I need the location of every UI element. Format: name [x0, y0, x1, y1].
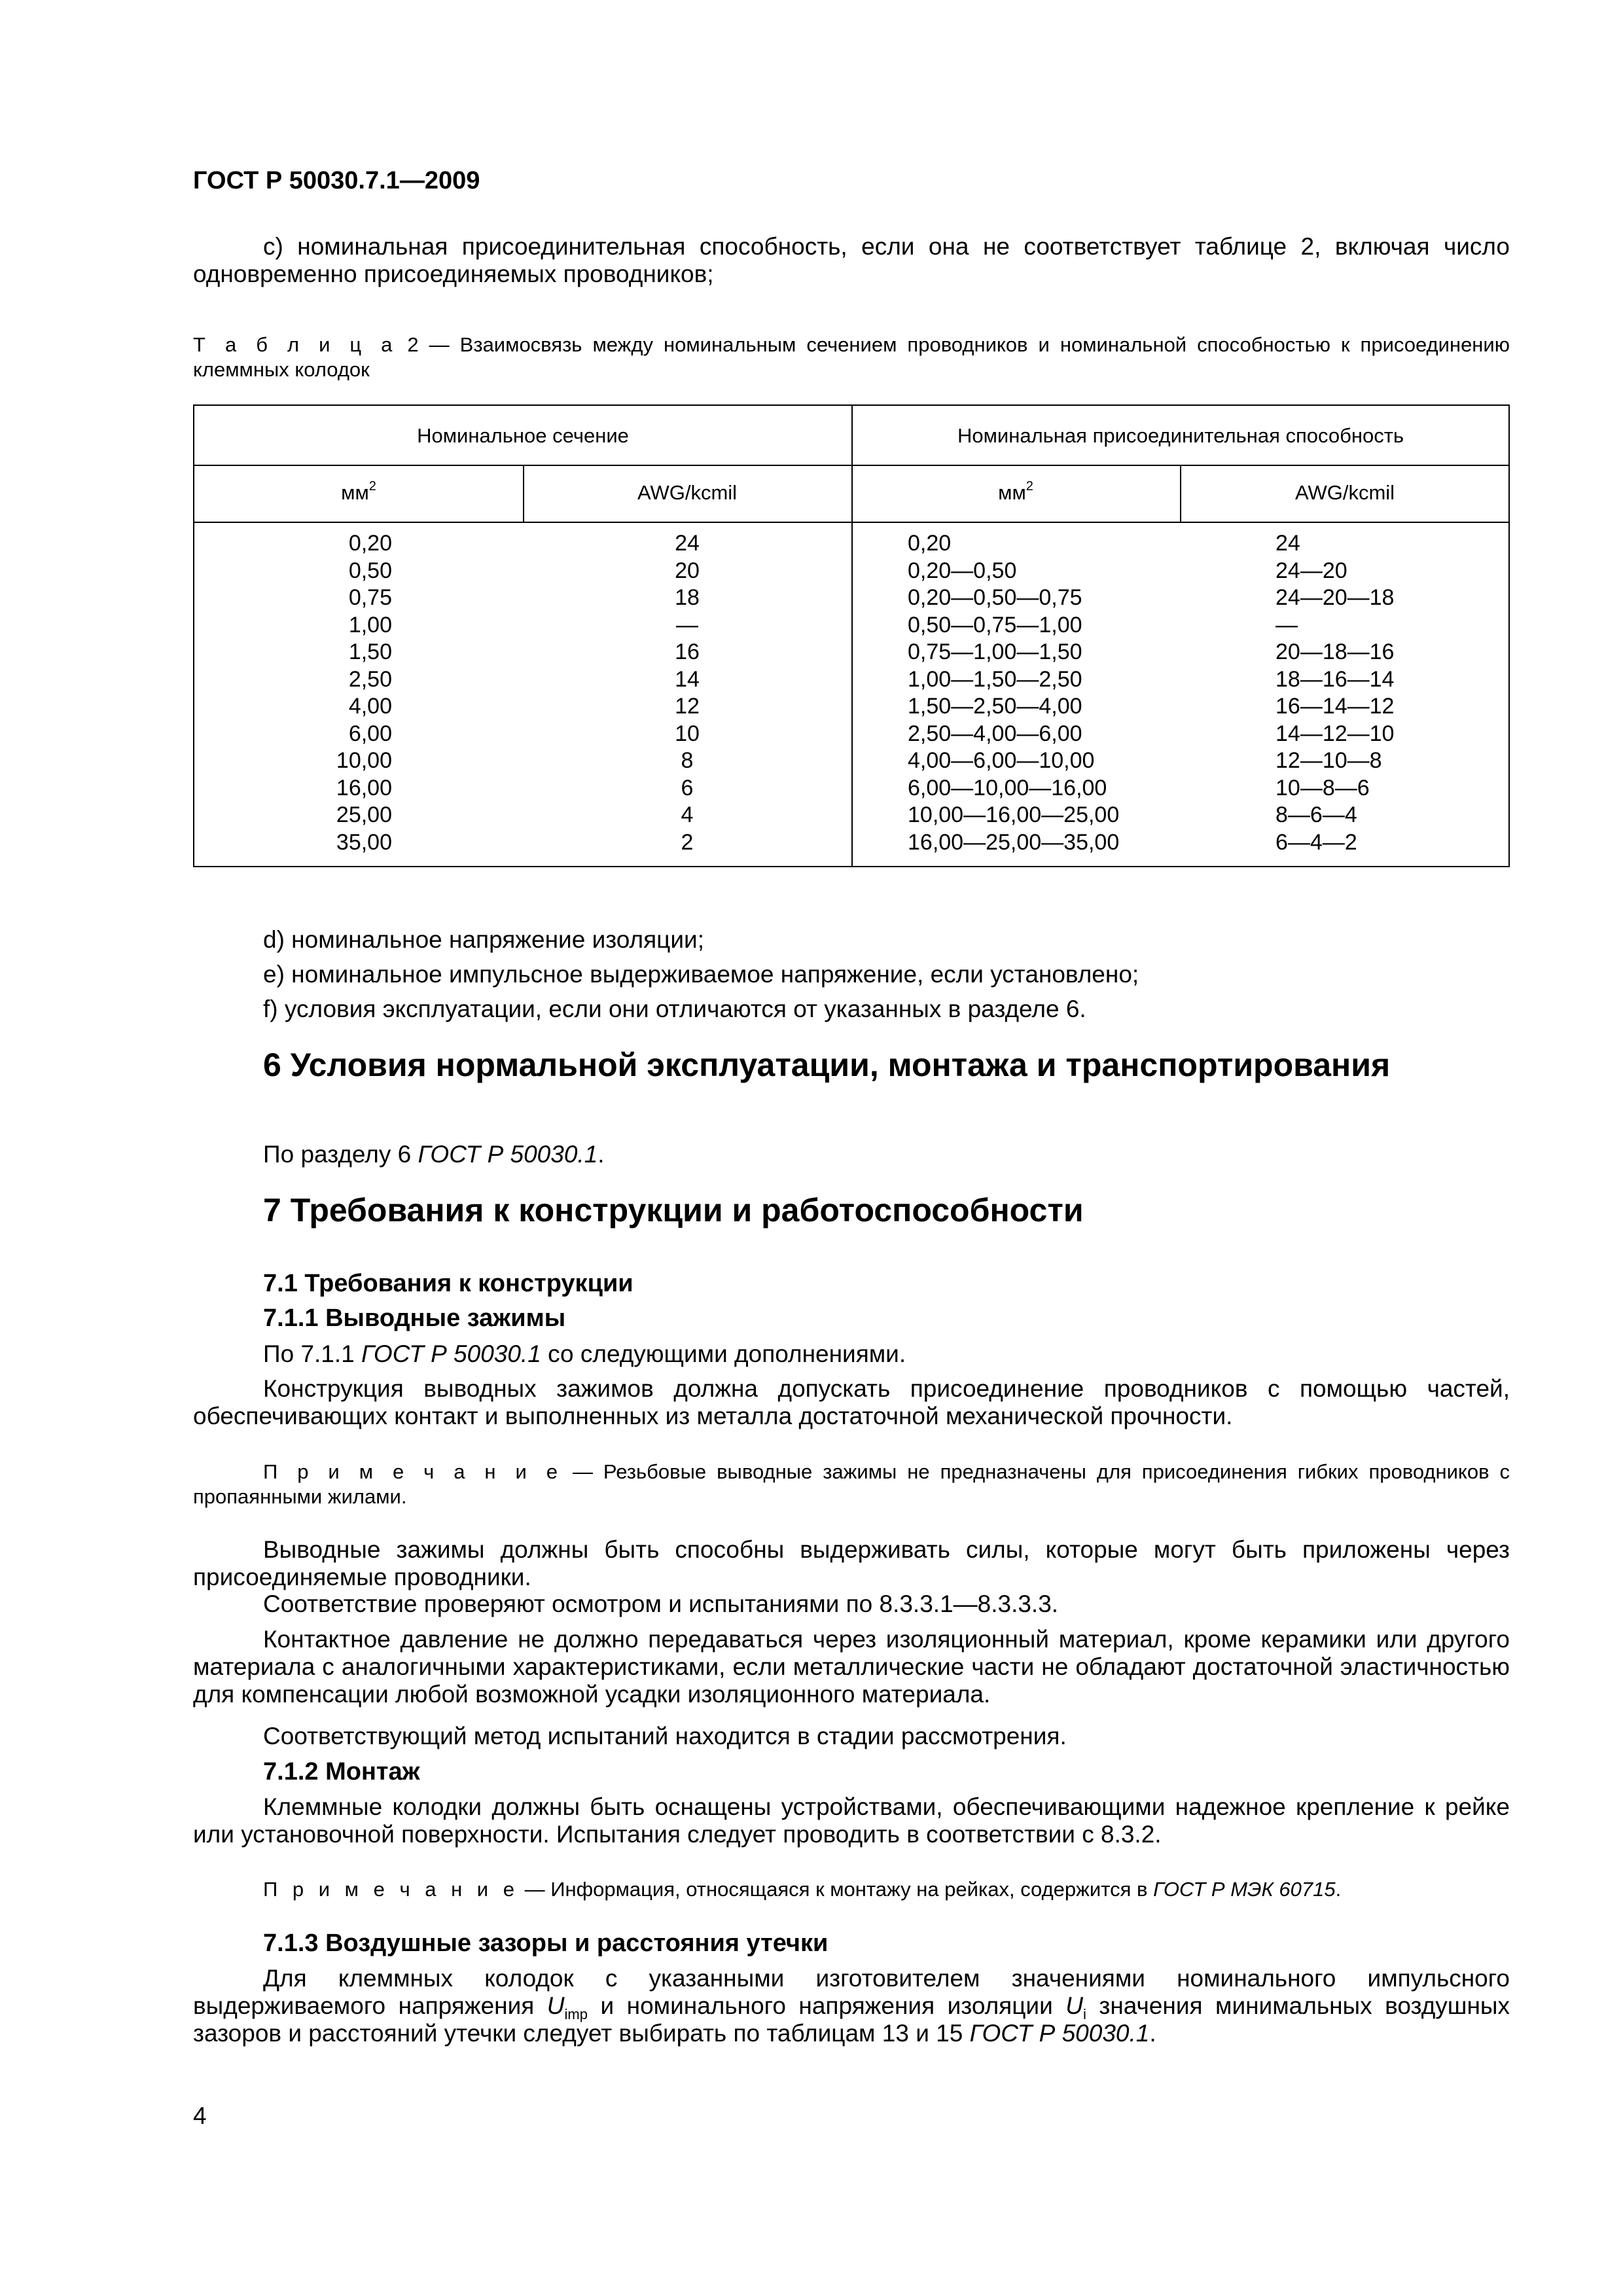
table-cell: 12—10—8	[1275, 748, 1382, 773]
table-2	[193, 404, 1510, 867]
subheader-mm-sup: 2	[1026, 479, 1033, 493]
table-cell: 1,50	[348, 639, 392, 664]
symbol-u: U	[546, 1992, 565, 2019]
table-cell: 24—20—18	[1275, 585, 1395, 610]
section-6-text-a: По разделу 6	[263, 1141, 418, 1168]
paragraph-terminal-design: Конструкция выводных зажимов должна допускать присоединение проводников с помощью частей, обеспечивающих контакт и выполненных из металла достаточной механической прочности.	[193, 1375, 1510, 1429]
table-cell: 18—16—14	[1275, 666, 1395, 692]
table-cell: 4,00—6,00—10,00	[908, 748, 1095, 773]
paragraph-mounting: Клеммные колодки должны быть оснащены устройствами, обеспечивающими надежное крепление к рейке или установочной поверхности. Испытания следует проводить в соответствии с 8.3.2.	[193, 1793, 1510, 1848]
table-cell: 1,00	[348, 612, 392, 637]
paragraph-7-1-1-intro	[263, 1340, 906, 1368]
list-item-c: c) номинальная присоединительная способность, если она не соответствует таблице 2, включая число одновременно присоединяемых проводников;	[193, 233, 1510, 287]
list-item-d: d) номинальное напряжение изоляции;	[263, 926, 704, 953]
note-2	[263, 1877, 1341, 1902]
subsection-7-1-2-heading: 7.1.2 Монтаж	[263, 1758, 420, 1785]
table-cell: 16—14—12	[1275, 694, 1395, 719]
subheader-mm-text: мм	[998, 481, 1026, 504]
paragraph-forces: Выводные зажимы должны быть способны выдерживать силы, которые могут быть приложены через присоединяемые проводники.	[193, 1536, 1510, 1590]
subheader-mm2-1	[194, 481, 523, 505]
subscript-i: i	[1082, 2006, 1086, 2022]
note-reference: ГОСТ Р МЭК 60715	[1153, 1878, 1336, 1901]
note-label: П р и м е ч а н и е	[263, 1878, 519, 1901]
table-cell: 0,75—1,00—1,50	[908, 639, 1082, 664]
table-cell: 8	[681, 748, 694, 773]
section-6-text-b: .	[597, 1141, 605, 1168]
document-id: ГОСТ Р 50030.7.1—2009	[193, 167, 480, 194]
table-cell: 6—4—2	[1275, 829, 1357, 855]
subsection-7-1-3-heading: 7.1.3 Воздушные зазоры и расстояния утечки	[263, 1929, 829, 1957]
paragraph-text: и номинального напряжения изоляции	[587, 1992, 1066, 2019]
table-cell: 16,00—25,00—35,00	[908, 829, 1120, 855]
table-divider	[851, 406, 853, 867]
note-label: П р и м е ч а н и е	[263, 1460, 563, 1483]
page-number: 4	[193, 2102, 207, 2129]
table-cell: 0,20—0,50	[908, 558, 1017, 583]
paragraph-reference: ГОСТ Р 50030.1	[969, 2020, 1150, 2047]
paragraph-verification: Соответствие проверяют осмотром и испытаниями по 8.3.3.1—8.3.3.3.	[263, 1590, 1059, 1617]
table-cell: 10,00—16,00—25,00	[908, 802, 1120, 827]
column-section-awg	[523, 530, 851, 856]
header-nominal-section: Номинальное сечение	[417, 424, 629, 447]
subheader-awg-2: AWG/kcmil	[1294, 481, 1395, 504]
note-text: — Резьбовые выводные зажимы не предназначены для присоединения гибких проводников с пропаянными жилами.	[193, 1460, 1510, 1508]
paragraph-text: По 7.1.1	[263, 1340, 362, 1367]
table-cell: 0,50—0,75—1,00	[908, 612, 1082, 637]
table-cell: 2	[681, 829, 694, 855]
table-cell: 20—18—16	[1275, 639, 1395, 664]
table-cell: 20	[675, 558, 700, 583]
table-cell: 2,50—4,00—6,00	[908, 721, 1082, 746]
table-cell: 0,20	[348, 531, 392, 556]
table-cell: 10—8—6	[1275, 775, 1370, 800]
table-cell: —	[676, 612, 698, 637]
table-cell: 24—20	[1275, 558, 1347, 583]
column-capacity-mm2	[908, 530, 1235, 856]
paragraph-text: со следующими дополнениями.	[541, 1340, 906, 1367]
symbol-u: U	[1065, 1992, 1083, 2019]
table-cell: 6,00—10,00—16,00	[908, 775, 1107, 800]
subheader-mm-sup: 2	[368, 479, 376, 493]
table-cell: 4	[681, 802, 694, 827]
subheader-mm2-2	[851, 481, 1180, 505]
table-cell: 12	[675, 694, 700, 719]
subsection-7-1-heading: 7.1 Требования к конструкции	[263, 1270, 633, 1297]
paragraph-contact-pressure: Контактное давление не должно передаваться через изоляционный материал, кроме керамики или другого материала с аналогичными характеристиками, если металлические части не обладают достаточной эластичностью для компенсации любой возможной усадки изоляционного материала.	[193, 1626, 1510, 1708]
paragraph-reference: ГОСТ Р 50030.1	[361, 1340, 541, 1367]
table-cell: 0,75	[348, 585, 392, 610]
paragraph-text: Для клеммных колодок с указанными изготовителем значениями номинального импульсного выдерживаемого напряжения	[193, 1965, 1510, 2019]
table-cell: 0,20—0,50—0,75	[908, 585, 1082, 610]
table-cell: 14	[675, 666, 700, 692]
paragraph-clearances	[193, 1965, 1510, 2047]
table-cell: 18	[675, 585, 700, 610]
subsection-7-1-1-heading: 7.1.1 Выводные зажимы	[263, 1304, 566, 1332]
header-nominal-capacity: Номинальная присоединительная способность	[957, 424, 1404, 447]
table-cell: 1,00—1,50—2,50	[908, 666, 1082, 692]
table-cell: 6	[681, 775, 694, 800]
table-cell: 10,00	[336, 748, 392, 773]
table-cell: 0,50	[348, 558, 392, 583]
section-6-text	[263, 1141, 605, 1168]
table-cell: 35,00	[336, 829, 392, 855]
table-caption-label: Т а б л и ц а	[193, 333, 397, 356]
section-6-reference: ГОСТ Р 50030.1	[418, 1141, 598, 1168]
table-cell: 0,20	[908, 531, 952, 556]
table-cell: —	[1275, 612, 1298, 637]
note-text: — Информация, относящаяся к монтажу на рейках, содержится в	[518, 1878, 1154, 1901]
section-7-heading: 7 Требования к конструкции и работоспособности	[263, 1192, 1084, 1229]
note-1	[193, 1460, 1510, 1509]
paragraph-text: значения минимальных воздушных зазоров и расстояний утечки следует выбирать по таблицам 13 и 15	[193, 1992, 1510, 2047]
list-item-e: e) номинальное импульсное выдерживаемое напряжение, если установлено;	[263, 961, 1139, 988]
subheader-awg-1: AWG/kcmil	[637, 481, 738, 504]
subheader-mm-text: мм	[341, 481, 369, 504]
paragraph-test-method: Соответствующий метод испытаний находится в стадии рассмотрения.	[263, 1723, 1067, 1749]
note-text: .	[1335, 1878, 1342, 1901]
table-cell: 8—6—4	[1275, 802, 1357, 827]
section-6-heading: 6 Условия нормальной эксплуатации, монтажа и транспортирования	[263, 1047, 1391, 1083]
list-item-f: f) условия эксплуатации, если они отличаются от указанных в разделе 6.	[263, 996, 1086, 1022]
table-cell: 16	[675, 639, 700, 664]
column-section-mm2	[194, 530, 392, 856]
table-caption-text: 2 — Взаимосвязь между номинальным сечением проводников и номинальной способностью к присоединению клеммных колодок	[193, 333, 1510, 381]
table-cell: 1,50—2,50—4,00	[908, 694, 1082, 719]
table-cell: 24	[1275, 531, 1300, 556]
paragraph-text: .	[1149, 2020, 1156, 2047]
table-cell: 16,00	[336, 775, 392, 800]
table-cell: 25,00	[336, 802, 392, 827]
table-cell: 4,00	[348, 694, 392, 719]
column-capacity-awg	[1275, 530, 1510, 856]
table-caption	[193, 332, 1510, 382]
table-cell: 24	[675, 531, 700, 556]
table-cell: 10	[675, 721, 700, 746]
table-cell: 6,00	[348, 721, 392, 746]
table-cell: 2,50	[348, 666, 392, 692]
table-cell: 14—12—10	[1275, 721, 1395, 746]
subscript-imp: imp	[564, 2006, 588, 2022]
